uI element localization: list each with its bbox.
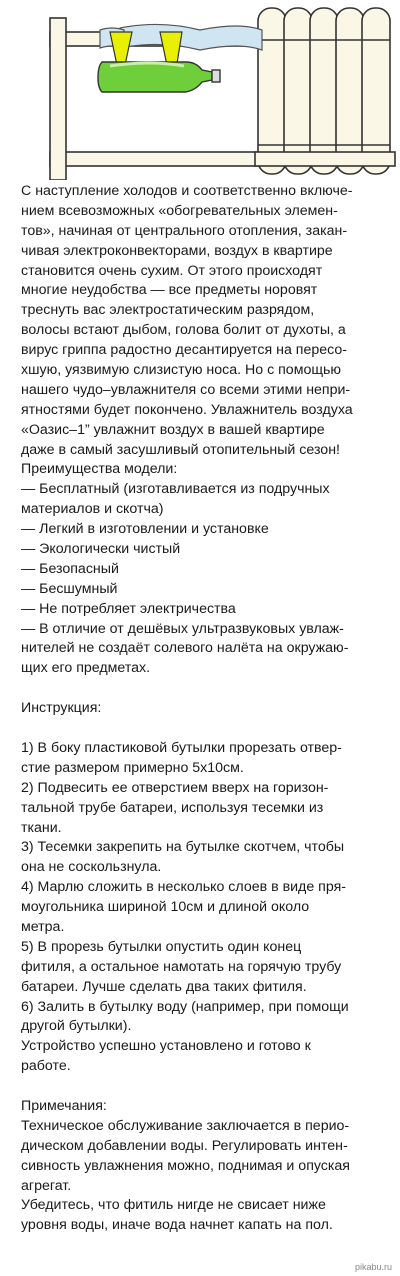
bottom-pipe — [50, 152, 265, 166]
text-line: волосы встают дыбом, голова болит от духоты, а — [21, 322, 346, 339]
text-line: 4) Марлю сложить в несколько слоев в виде пря- — [21, 879, 346, 896]
text-line: щих его предметах. — [21, 660, 151, 677]
text-line: 5) В прорезь бутылки опустить один конец — [21, 938, 302, 955]
radiator-bottle-illustration — [0, 0, 400, 180]
text-line: нителей не создаёт солевого налёта на окружаю- — [21, 640, 349, 657]
text-line: Примечания: — [21, 1097, 107, 1114]
text-line: — Не потребляет электричества — [21, 600, 236, 617]
text-line: батареи. Лучше сделать два таких фитиля. — [21, 978, 307, 995]
text-line: уровня воды, иначе вода начнет капать на пол. — [21, 1217, 333, 1234]
text-line: дическом добавлении воды. Регулировать интен- — [21, 1137, 348, 1154]
text-line: чивая электроконвекторами, воздух в квартире — [21, 242, 333, 259]
text-line: — Безопасный — [21, 560, 119, 577]
radiator — [255, 8, 395, 174]
text-line: Убедитесь, что фитиль нигде не свисает ниже — [21, 1197, 326, 1214]
text-line: ткани. — [21, 819, 62, 836]
text-line: треснуть вас электростатическим разрядом, — [21, 302, 315, 319]
text-line: нашего чудо–увлажнителя со всеми этими непри- — [21, 381, 351, 398]
text-line: — Легкий в изготовлении и установке — [21, 521, 269, 538]
text-line: работе. — [21, 1058, 71, 1075]
text-line: тов», начиная от центрального отопления, закан- — [21, 222, 348, 239]
blank-line — [21, 719, 391, 739]
text-line: тальной трубе батареи, используя тесемки из — [21, 799, 324, 816]
text-line: другой бутылки). — [21, 1018, 132, 1035]
watermark: pikabu.ru — [354, 1262, 392, 1272]
text-line: сивность увлажнения можно, поднимая и опуская — [21, 1157, 350, 1174]
text-line: — В отличие от дешёвых ультразвуковых увлаж- — [21, 620, 344, 637]
vertical-pipe — [50, 18, 66, 180]
text-line: материалов и скотча) — [21, 501, 164, 518]
text-line: вирус гриппа радостно десантируется на пересо- — [21, 342, 347, 359]
text-line: 6) Залить в бутылку воду (например, при помощи — [21, 998, 349, 1015]
bottle-icon — [98, 62, 220, 92]
text-line: фитиля, а остальное намотать на горячую трубу — [21, 958, 342, 975]
blank-line — [21, 679, 391, 699]
text-line: — Бесплатный (изготавливается из подручных — [21, 481, 330, 498]
text-line: многие неудобства — все предметы норовят — [21, 282, 318, 299]
text-line: Инструкция: — [21, 700, 102, 717]
text-line: «Оазис–1” увлажнит воздух в вашей квартире — [21, 421, 325, 438]
text-line: 3) Тесемки закрепить на бутылке скотчем, чтобы — [21, 839, 345, 856]
text-line: С наступление холодов и соответственно включе- — [21, 183, 353, 199]
text-line: 2) Подвесить ее отверстием вверх на горизон- — [21, 779, 329, 796]
text-line: агрегат. — [21, 1177, 72, 1194]
text-line: становится очень сухим. От этого происходят — [21, 262, 323, 279]
text-line: стие размером примерно 5x10см. — [21, 759, 244, 776]
text-line: метра. — [21, 918, 65, 935]
text-line: моугольника шириной 10см и длиной около — [21, 899, 310, 916]
blank-line — [21, 1077, 391, 1097]
article-text — [21, 182, 391, 1236]
text-line: нием всевозможных «обогревательных элемен- — [21, 202, 338, 219]
text-line: Преимущества модели: — [21, 461, 178, 478]
text-line: — Бесшумный — [21, 580, 118, 597]
text-line: она не соскользнула. — [21, 859, 162, 876]
text-line: — Экологически чистый — [21, 541, 181, 558]
text-line: 1) В боку пластиковой бутылки прорезать отвер- — [21, 739, 342, 756]
text-line: хшую, уязвимую слизистую носа. Но с помощью — [21, 362, 342, 379]
text-line: ятностями будет покончено. Увлажнитель воздуха — [21, 401, 353, 418]
text-line: даже в самый засушливый отопительный сезон! — [21, 441, 340, 458]
text-line: Техническое обслуживание заключается в перио- — [21, 1117, 350, 1134]
text-line: Устройство успешно установлено и готово к — [21, 1038, 311, 1055]
